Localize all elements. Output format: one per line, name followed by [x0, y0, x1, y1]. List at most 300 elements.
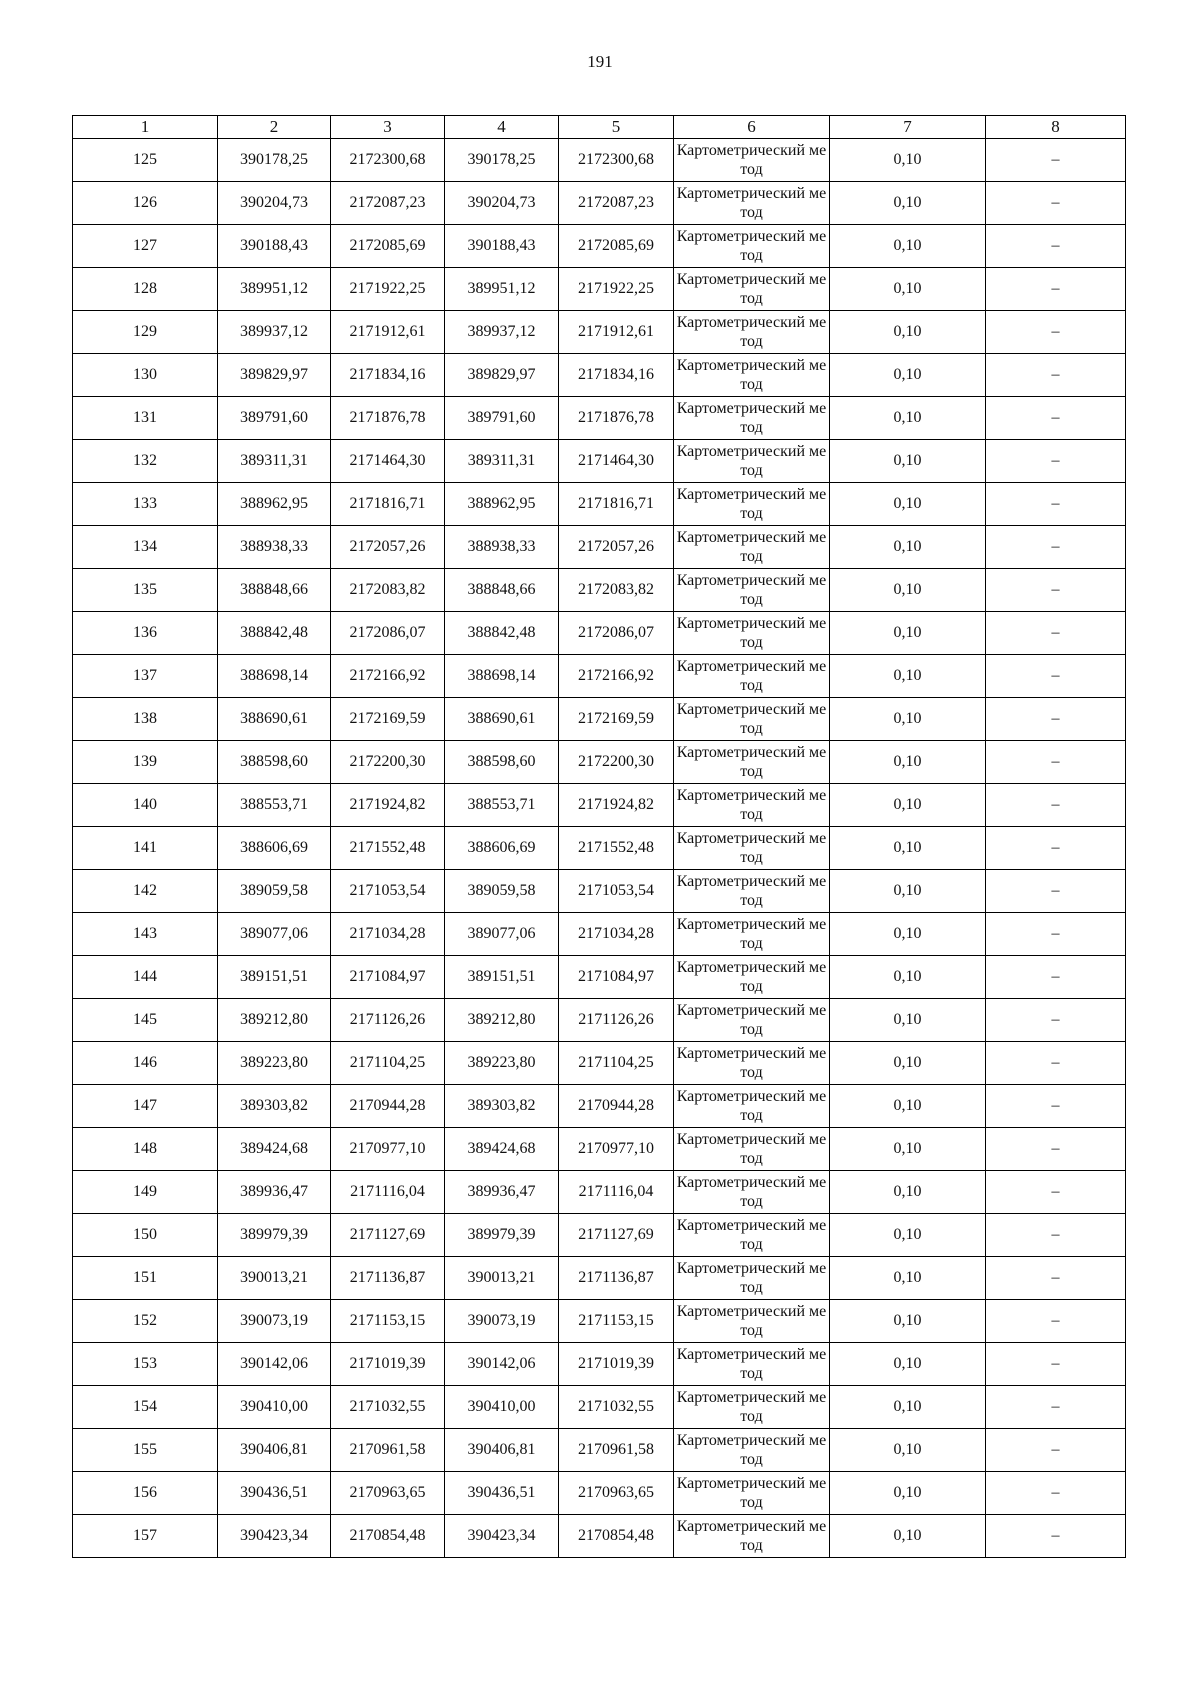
table-cell-col-6: Картометрический метод — [674, 483, 830, 526]
table-cell-col-6: Картометрический метод — [674, 698, 830, 741]
table-cell-col-6: Картометрический метод — [674, 1472, 830, 1515]
table-cell-col-6: Картометрический метод — [674, 1300, 830, 1343]
table-cell-col-1: 133 — [73, 483, 218, 526]
table-cell-col-2: 390406,81 — [218, 1429, 331, 1472]
table-cell-col-1: 135 — [73, 569, 218, 612]
table-cell-col-5: 2172085,69 — [559, 225, 674, 268]
table-row — [73, 1085, 1126, 1128]
table-cell-col-2: 389059,58 — [218, 870, 331, 913]
table-cell-col-2: 388606,69 — [218, 827, 331, 870]
table-cell-col-8: – — [986, 440, 1126, 483]
table-cell-col-1: 132 — [73, 440, 218, 483]
table-cell-col-8: – — [986, 1300, 1126, 1343]
table-cell-col-1: 145 — [73, 999, 218, 1042]
table-cell-col-5: 2171084,97 — [559, 956, 674, 999]
table-cell-col-5: 2171876,78 — [559, 397, 674, 440]
table-cell-col-3: 2170963,65 — [331, 1472, 445, 1515]
table-cell-col-1: 144 — [73, 956, 218, 999]
table-cell-col-3: 2170944,28 — [331, 1085, 445, 1128]
table-cell-col-6: Картометрический метод — [674, 397, 830, 440]
table-cell-col-6: Картометрический метод — [674, 1515, 830, 1558]
table-cell-col-4: 389059,58 — [445, 870, 559, 913]
table-cell-col-8: – — [986, 311, 1126, 354]
table-cell-col-4: 390406,81 — [445, 1429, 559, 1472]
table-row — [73, 225, 1126, 268]
table-cell-col-7: 0,10 — [830, 827, 986, 870]
table-row — [73, 784, 1126, 827]
table-cell-col-7: 0,10 — [830, 956, 986, 999]
table-cell-col-8: – — [986, 1429, 1126, 1472]
table-row — [73, 999, 1126, 1042]
table-cell-col-8: – — [986, 397, 1126, 440]
table-cell-col-4: 388606,69 — [445, 827, 559, 870]
table-cell-col-6: Картометрический метод — [674, 612, 830, 655]
table-cell-col-8: – — [986, 784, 1126, 827]
table-cell-col-6: Картометрический метод — [674, 268, 830, 311]
table-cell-col-3: 2171922,25 — [331, 268, 445, 311]
table-cell-col-4: 389829,97 — [445, 354, 559, 397]
column-header-5: 5 — [559, 116, 674, 139]
table-cell-col-3: 2172057,26 — [331, 526, 445, 569]
table-cell-col-2: 388962,95 — [218, 483, 331, 526]
table-row — [73, 311, 1126, 354]
table-cell-col-8: – — [986, 612, 1126, 655]
table-row — [73, 956, 1126, 999]
table-cell-col-1: 151 — [73, 1257, 218, 1300]
table-cell-col-2: 389936,47 — [218, 1171, 331, 1214]
table-cell-col-4: 389077,06 — [445, 913, 559, 956]
table-cell-col-8: – — [986, 1042, 1126, 1085]
table-cell-col-7: 0,10 — [830, 698, 986, 741]
column-header-8: 8 — [986, 116, 1126, 139]
table-cell-col-7: 0,10 — [830, 1386, 986, 1429]
table-cell-col-7: 0,10 — [830, 1429, 986, 1472]
table-cell-col-2: 389151,51 — [218, 956, 331, 999]
table-cell-col-2: 390073,19 — [218, 1300, 331, 1343]
table-row — [73, 397, 1126, 440]
table-cell-col-2: 390188,43 — [218, 225, 331, 268]
table-cell-col-1: 140 — [73, 784, 218, 827]
table-row — [73, 698, 1126, 741]
table-row — [73, 182, 1126, 225]
table-cell-col-2: 390013,21 — [218, 1257, 331, 1300]
table-cell-col-5: 2171912,61 — [559, 311, 674, 354]
table-cell-col-6: Картометрический метод — [674, 784, 830, 827]
table-cell-col-5: 2170944,28 — [559, 1085, 674, 1128]
column-header-1: 1 — [73, 116, 218, 139]
table-cell-col-8: – — [986, 225, 1126, 268]
table-cell-col-8: – — [986, 1343, 1126, 1386]
table-cell-col-4: 389979,39 — [445, 1214, 559, 1257]
table-cell-col-4: 390436,51 — [445, 1472, 559, 1515]
table-cell-col-5: 2171153,15 — [559, 1300, 674, 1343]
table-cell-col-8: – — [986, 1386, 1126, 1429]
table-cell-col-5: 2171127,69 — [559, 1214, 674, 1257]
table-cell-col-6: Картометрический метод — [674, 1042, 830, 1085]
table-cell-col-1: 146 — [73, 1042, 218, 1085]
table-cell-col-2: 389223,80 — [218, 1042, 331, 1085]
table-cell-col-5: 2170854,48 — [559, 1515, 674, 1558]
table-cell-col-8: – — [986, 268, 1126, 311]
table-cell-col-6: Картометрический метод — [674, 139, 830, 182]
table-cell-col-8: – — [986, 827, 1126, 870]
table-cell-col-3: 2171126,26 — [331, 999, 445, 1042]
table-row — [73, 1386, 1126, 1429]
table-cell-col-4: 388598,60 — [445, 741, 559, 784]
table-cell-col-1: 148 — [73, 1128, 218, 1171]
table-cell-col-5: 2171034,28 — [559, 913, 674, 956]
table-cell-col-3: 2172086,07 — [331, 612, 445, 655]
table-cell-col-3: 2171104,25 — [331, 1042, 445, 1085]
table-cell-col-7: 0,10 — [830, 440, 986, 483]
table-cell-col-2: 390410,00 — [218, 1386, 331, 1429]
table-cell-col-6: Картометрический метод — [674, 655, 830, 698]
table-cell-col-8: – — [986, 741, 1126, 784]
table-cell-col-6: Картометрический метод — [674, 1429, 830, 1472]
table-cell-col-8: – — [986, 526, 1126, 569]
table-cell-col-3: 2171032,55 — [331, 1386, 445, 1429]
table-cell-col-7: 0,10 — [830, 182, 986, 225]
column-header-7: 7 — [830, 116, 986, 139]
table-row — [73, 1128, 1126, 1171]
table-cell-col-6: Картометрический метод — [674, 999, 830, 1042]
table-cell-col-3: 2171816,71 — [331, 483, 445, 526]
table-cell-col-6: Картометрический метод — [674, 1386, 830, 1429]
table-cell-col-1: 149 — [73, 1171, 218, 1214]
table-cell-col-3: 2171552,48 — [331, 827, 445, 870]
table-cell-col-3: 2170961,58 — [331, 1429, 445, 1472]
column-header-6: 6 — [674, 116, 830, 139]
table-cell-col-5: 2171032,55 — [559, 1386, 674, 1429]
table-cell-col-3: 2171153,15 — [331, 1300, 445, 1343]
table-cell-col-2: 388690,61 — [218, 698, 331, 741]
table-cell-col-4: 390204,73 — [445, 182, 559, 225]
table-cell-col-4: 388938,33 — [445, 526, 559, 569]
table-row — [73, 655, 1126, 698]
table-cell-col-5: 2170961,58 — [559, 1429, 674, 1472]
table-row — [73, 526, 1126, 569]
table-cell-col-2: 388598,60 — [218, 741, 331, 784]
table-cell-col-3: 2172085,69 — [331, 225, 445, 268]
table-cell-col-5: 2171552,48 — [559, 827, 674, 870]
table-cell-col-4: 390178,25 — [445, 139, 559, 182]
table-cell-col-8: – — [986, 913, 1126, 956]
table-cell-col-7: 0,10 — [830, 569, 986, 612]
table-cell-col-6: Картометрический метод — [674, 956, 830, 999]
table-row — [73, 827, 1126, 870]
table-cell-col-1: 153 — [73, 1343, 218, 1386]
table-row — [73, 1515, 1126, 1558]
table-cell-col-1: 137 — [73, 655, 218, 698]
coordinates-table — [72, 115, 1126, 1558]
table-cell-col-7: 0,10 — [830, 1515, 986, 1558]
table-cell-col-2: 389937,12 — [218, 311, 331, 354]
table-cell-col-2: 388938,33 — [218, 526, 331, 569]
table-cell-col-6: Картометрический метод — [674, 1257, 830, 1300]
table-cell-col-2: 389829,97 — [218, 354, 331, 397]
table-cell-col-2: 390204,73 — [218, 182, 331, 225]
table-cell-col-8: – — [986, 1257, 1126, 1300]
table-cell-col-1: 141 — [73, 827, 218, 870]
table-cell-col-4: 389937,12 — [445, 311, 559, 354]
table-cell-col-5: 2172300,68 — [559, 139, 674, 182]
table-cell-col-7: 0,10 — [830, 397, 986, 440]
table-row — [73, 913, 1126, 956]
table-cell-col-8: – — [986, 1472, 1126, 1515]
table-cell-col-6: Картометрический метод — [674, 741, 830, 784]
table-cell-col-5: 2171116,04 — [559, 1171, 674, 1214]
table-cell-col-6: Картометрический метод — [674, 1171, 830, 1214]
table-cell-col-2: 389303,82 — [218, 1085, 331, 1128]
table-cell-col-4: 389936,47 — [445, 1171, 559, 1214]
table-cell-col-1: 152 — [73, 1300, 218, 1343]
table-cell-col-7: 0,10 — [830, 1128, 986, 1171]
table-cell-col-3: 2171912,61 — [331, 311, 445, 354]
table-cell-col-6: Картометрический метод — [674, 827, 830, 870]
table-cell-col-3: 2171034,28 — [331, 913, 445, 956]
table-cell-col-7: 0,10 — [830, 1042, 986, 1085]
table-row — [73, 1171, 1126, 1214]
table-row — [73, 1042, 1126, 1085]
table-cell-col-7: 0,10 — [830, 526, 986, 569]
table-row — [73, 569, 1126, 612]
table-cell-col-4: 389951,12 — [445, 268, 559, 311]
table-cell-col-8: – — [986, 698, 1126, 741]
table-cell-col-5: 2172166,92 — [559, 655, 674, 698]
column-header-3: 3 — [331, 116, 445, 139]
table-cell-col-3: 2171834,16 — [331, 354, 445, 397]
table-cell-col-7: 0,10 — [830, 1171, 986, 1214]
table-cell-col-4: 389791,60 — [445, 397, 559, 440]
table-cell-col-5: 2170977,10 — [559, 1128, 674, 1171]
table-cell-col-6: Картометрический метод — [674, 1343, 830, 1386]
table-cell-col-2: 388553,71 — [218, 784, 331, 827]
table-cell-col-3: 2172200,30 — [331, 741, 445, 784]
table-cell-col-8: – — [986, 1214, 1126, 1257]
table-cell-col-5: 2171922,25 — [559, 268, 674, 311]
table-row — [73, 1472, 1126, 1515]
table-cell-col-7: 0,10 — [830, 784, 986, 827]
table-cell-col-7: 0,10 — [830, 311, 986, 354]
table-cell-col-2: 390423,34 — [218, 1515, 331, 1558]
table-cell-col-1: 147 — [73, 1085, 218, 1128]
table-cell-col-3: 2172087,23 — [331, 182, 445, 225]
table-row — [73, 1343, 1126, 1386]
table-row — [73, 440, 1126, 483]
table-cell-col-3: 2172166,92 — [331, 655, 445, 698]
table-cell-col-7: 0,10 — [830, 1300, 986, 1343]
table-cell-col-8: – — [986, 1171, 1126, 1214]
table-cell-col-3: 2170977,10 — [331, 1128, 445, 1171]
table-cell-col-1: 125 — [73, 139, 218, 182]
table-cell-col-7: 0,10 — [830, 741, 986, 784]
table-cell-col-3: 2171127,69 — [331, 1214, 445, 1257]
table-cell-col-2: 390436,51 — [218, 1472, 331, 1515]
table-cell-col-1: 136 — [73, 612, 218, 655]
table-cell-col-1: 130 — [73, 354, 218, 397]
table-cell-col-7: 0,10 — [830, 1085, 986, 1128]
table-cell-col-5: 2172083,82 — [559, 569, 674, 612]
table-cell-col-8: – — [986, 354, 1126, 397]
table-cell-col-6: Картометрический метод — [674, 1214, 830, 1257]
table-cell-col-4: 389424,68 — [445, 1128, 559, 1171]
table-cell-col-7: 0,10 — [830, 268, 986, 311]
table-cell-col-1: 129 — [73, 311, 218, 354]
table-cell-col-1: 143 — [73, 913, 218, 956]
table-cell-col-1: 150 — [73, 1214, 218, 1257]
table-cell-col-5: 2171019,39 — [559, 1343, 674, 1386]
table-cell-col-6: Картометрический метод — [674, 1085, 830, 1128]
table-cell-col-4: 389212,80 — [445, 999, 559, 1042]
table-cell-col-3: 2171876,78 — [331, 397, 445, 440]
table-cell-col-3: 2171924,82 — [331, 784, 445, 827]
table-cell-col-4: 389311,31 — [445, 440, 559, 483]
table-cell-col-1: 155 — [73, 1429, 218, 1472]
table-cell-col-1: 142 — [73, 870, 218, 913]
table-cell-col-5: 2172057,26 — [559, 526, 674, 569]
table-cell-col-5: 2171136,87 — [559, 1257, 674, 1300]
table-cell-col-3: 2172083,82 — [331, 569, 445, 612]
table-cell-col-7: 0,10 — [830, 913, 986, 956]
table-cell-col-5: 2171126,26 — [559, 999, 674, 1042]
table-cell-col-1: 127 — [73, 225, 218, 268]
table-cell-col-7: 0,10 — [830, 225, 986, 268]
header-row — [73, 116, 1126, 139]
table-cell-col-3: 2172300,68 — [331, 139, 445, 182]
table-cell-col-4: 388962,95 — [445, 483, 559, 526]
page-number: 191 — [587, 52, 613, 71]
table-row — [73, 1214, 1126, 1257]
table-cell-col-1: 134 — [73, 526, 218, 569]
table-cell-col-6: Картометрический метод — [674, 569, 830, 612]
table-row — [73, 1429, 1126, 1472]
table-cell-col-3: 2171116,04 — [331, 1171, 445, 1214]
table-cell-col-8: – — [986, 1128, 1126, 1171]
table-cell-col-3: 2171136,87 — [331, 1257, 445, 1300]
table-cell-col-2: 389951,12 — [218, 268, 331, 311]
table-cell-col-8: – — [986, 870, 1126, 913]
table-cell-col-5: 2171834,16 — [559, 354, 674, 397]
table-cell-col-4: 388690,61 — [445, 698, 559, 741]
table-cell-col-3: 2172169,59 — [331, 698, 445, 741]
table-cell-col-4: 390073,19 — [445, 1300, 559, 1343]
table-cell-col-7: 0,10 — [830, 1214, 986, 1257]
table-cell-col-5: 2171104,25 — [559, 1042, 674, 1085]
table-cell-col-5: 2172087,23 — [559, 182, 674, 225]
table-cell-col-5: 2171464,30 — [559, 440, 674, 483]
table-cell-col-3: 2170854,48 — [331, 1515, 445, 1558]
table-row — [73, 1257, 1126, 1300]
table-cell-col-4: 390188,43 — [445, 225, 559, 268]
table-cell-col-8: – — [986, 569, 1126, 612]
table-cell-col-3: 2171019,39 — [331, 1343, 445, 1386]
table-cell-col-4: 389303,82 — [445, 1085, 559, 1128]
table-cell-col-6: Картометрический метод — [674, 870, 830, 913]
table-cell-col-1: 131 — [73, 397, 218, 440]
table-cell-col-8: – — [986, 483, 1126, 526]
table-row — [73, 1300, 1126, 1343]
table-cell-col-5: 2172086,07 — [559, 612, 674, 655]
table-cell-col-4: 389223,80 — [445, 1042, 559, 1085]
table-row — [73, 139, 1126, 182]
table-cell-col-1: 126 — [73, 182, 218, 225]
column-header-2: 2 — [218, 116, 331, 139]
table-cell-col-1: 139 — [73, 741, 218, 784]
table-cell-col-7: 0,10 — [830, 870, 986, 913]
table-cell-col-7: 0,10 — [830, 1257, 986, 1300]
table-cell-col-4: 388848,66 — [445, 569, 559, 612]
table-cell-col-6: Картометрический метод — [674, 526, 830, 569]
table-cell-col-8: – — [986, 139, 1126, 182]
table-cell-col-4: 388553,71 — [445, 784, 559, 827]
table-cell-col-2: 388848,66 — [218, 569, 331, 612]
table-cell-col-7: 0,10 — [830, 1472, 986, 1515]
table-cell-col-4: 388698,14 — [445, 655, 559, 698]
table-cell-col-4: 390410,00 — [445, 1386, 559, 1429]
table-row — [73, 741, 1126, 784]
table-cell-col-5: 2171924,82 — [559, 784, 674, 827]
table-cell-col-1: 154 — [73, 1386, 218, 1429]
table-cell-col-6: Картометрический метод — [674, 354, 830, 397]
table-cell-col-6: Картометрический метод — [674, 913, 830, 956]
table-cell-col-7: 0,10 — [830, 354, 986, 397]
table-cell-col-6: Картометрический метод — [674, 182, 830, 225]
table-cell-col-8: – — [986, 182, 1126, 225]
table-cell-col-2: 389311,31 — [218, 440, 331, 483]
table-cell-col-7: 0,10 — [830, 1343, 986, 1386]
table-cell-col-8: – — [986, 655, 1126, 698]
table-row — [73, 268, 1126, 311]
table-cell-col-2: 389077,06 — [218, 913, 331, 956]
table-cell-col-2: 389791,60 — [218, 397, 331, 440]
table-cell-col-5: 2171053,54 — [559, 870, 674, 913]
table-cell-col-3: 2171053,54 — [331, 870, 445, 913]
column-header-4: 4 — [445, 116, 559, 139]
table-cell-col-5: 2172169,59 — [559, 698, 674, 741]
table-cell-col-5: 2171816,71 — [559, 483, 674, 526]
table-cell-col-2: 390142,06 — [218, 1343, 331, 1386]
table-cell-col-1: 138 — [73, 698, 218, 741]
table-cell-col-7: 0,10 — [830, 483, 986, 526]
table-cell-col-2: 388842,48 — [218, 612, 331, 655]
table-cell-col-6: Картометрический метод — [674, 225, 830, 268]
table-row — [73, 612, 1126, 655]
table-cell-col-3: 2171464,30 — [331, 440, 445, 483]
table-cell-col-1: 157 — [73, 1515, 218, 1558]
table-row — [73, 483, 1126, 526]
table-cell-col-2: 389212,80 — [218, 999, 331, 1042]
table-cell-col-2: 388698,14 — [218, 655, 331, 698]
table-cell-col-8: – — [986, 1515, 1126, 1558]
table-cell-col-4: 390013,21 — [445, 1257, 559, 1300]
table-cell-col-6: Картометрический метод — [674, 311, 830, 354]
table-cell-col-4: 388842,48 — [445, 612, 559, 655]
table-row — [73, 870, 1126, 913]
table-cell-col-7: 0,10 — [830, 655, 986, 698]
table-cell-col-1: 156 — [73, 1472, 218, 1515]
table-cell-col-8: – — [986, 999, 1126, 1042]
table-cell-col-7: 0,10 — [830, 612, 986, 655]
table-cell-col-8: – — [986, 956, 1126, 999]
table-cell-col-4: 390423,34 — [445, 1515, 559, 1558]
table-cell-col-4: 389151,51 — [445, 956, 559, 999]
table-cell-col-4: 390142,06 — [445, 1343, 559, 1386]
table-cell-col-6: Картометрический метод — [674, 440, 830, 483]
table-cell-col-1: 128 — [73, 268, 218, 311]
table-row — [73, 354, 1126, 397]
table-cell-col-7: 0,10 — [830, 139, 986, 182]
table-cell-col-2: 389424,68 — [218, 1128, 331, 1171]
